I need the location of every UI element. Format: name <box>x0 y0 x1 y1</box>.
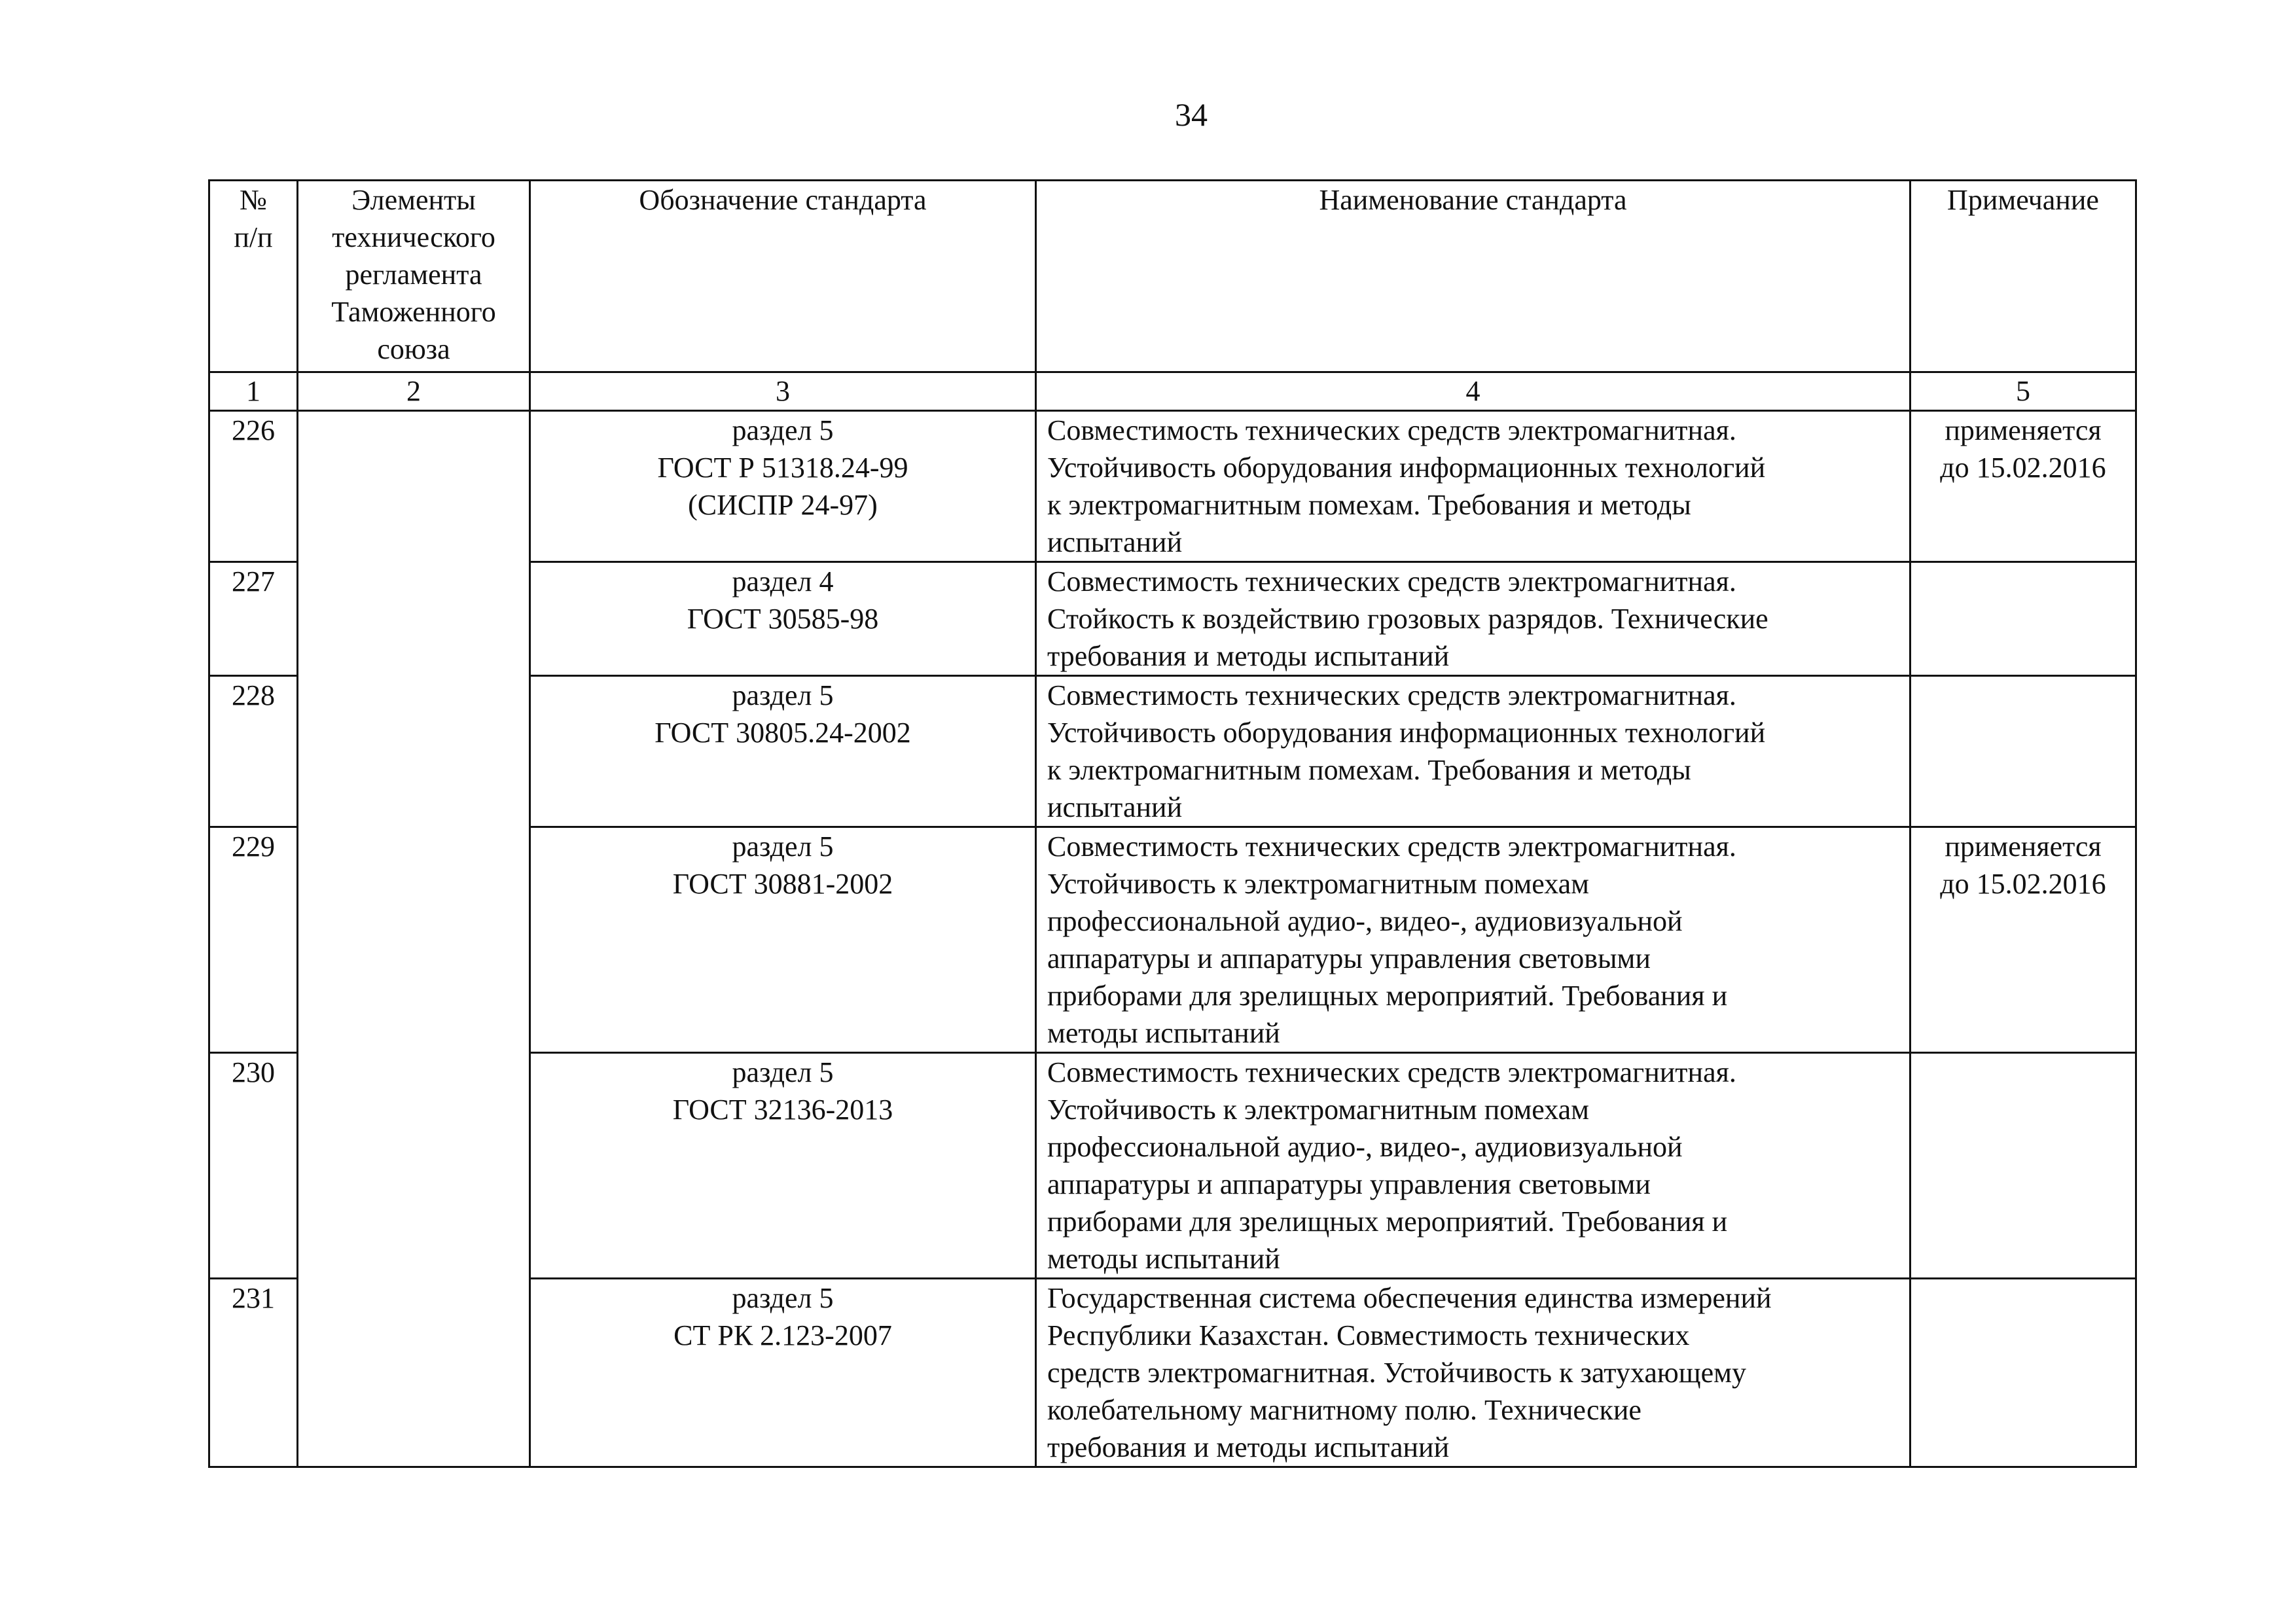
standard-note-line: до 15.02.2016 <box>1940 452 2106 484</box>
standard-name-line: Устойчивость к электромагнитным помехам <box>1047 868 1590 900</box>
column-numbers-row <box>209 372 2136 411</box>
standard-note-line: применяется <box>1945 830 2102 863</box>
standard-name-line: Устойчивость оборудования информационных технологий <box>1047 452 1766 484</box>
standard-note-line: применяется <box>1945 414 2102 446</box>
standard-name-line: средств электромагнитная. Устойчивость к затухающему <box>1047 1357 1746 1389</box>
standard-code-line: ГОСТ Р 51318.24-99 <box>657 452 908 484</box>
header-name: Наименование стандарта <box>1036 181 1910 372</box>
standard-name-line: Устойчивость к электромагнитным помехам <box>1047 1094 1590 1126</box>
standard-code-line: раздел 5 <box>732 1056 834 1088</box>
standard-name-line: Государственная система обеспечения единства измерений <box>1047 1282 1772 1314</box>
header-elements-line: Элементы <box>351 184 476 216</box>
header-elements <box>298 181 530 372</box>
standard-code-line: (СИСПР 24-97) <box>688 489 878 521</box>
column-number: 3 <box>530 372 1036 411</box>
standard-name-line: Совместимость технических средств электромагнитная. <box>1047 679 1736 711</box>
row-number: 227 <box>209 562 298 676</box>
standard-code-line: раздел 5 <box>732 679 834 711</box>
standard-name-line: Совместимость технических средств электромагнитная. <box>1047 830 1736 863</box>
header-num-line: п/п <box>234 221 273 253</box>
standard-code-line: раздел 4 <box>732 565 834 597</box>
row-number: 231 <box>209 1279 298 1467</box>
standard-code <box>530 676 1036 827</box>
header-num <box>209 181 298 372</box>
standard-name <box>1036 411 1910 562</box>
page-number: 34 <box>1175 96 1208 133</box>
standard-name <box>1036 827 1910 1053</box>
standard-name-line: приборами для зрелищных мероприятий. Требования и <box>1047 1205 1728 1238</box>
standard-name <box>1036 562 1910 676</box>
standard-name-line: профессиональной аудио-, видео-, аудиовизуальной <box>1047 1131 1683 1163</box>
column-number: 5 <box>1910 372 2136 411</box>
header-elements-line: регламента <box>345 259 482 291</box>
standard-name <box>1036 1053 1910 1279</box>
standard-code-line: раздел 5 <box>732 830 834 863</box>
standard-name-line: методы испытаний <box>1047 1017 1280 1049</box>
standard-code-line: раздел 5 <box>732 1282 834 1314</box>
standard-name-line: Республики Казахстан. Совместимость технических <box>1047 1319 1690 1351</box>
standard-note-line: до 15.02.2016 <box>1940 868 2106 900</box>
column-number: 1 <box>209 372 298 411</box>
header-elements-line: технического <box>332 221 495 253</box>
standard-name-line: испытаний <box>1047 526 1183 558</box>
standard-note <box>1910 411 2136 562</box>
standard-name-line: приборами для зрелищных мероприятий. Требования и <box>1047 980 1728 1012</box>
table-row <box>209 411 2136 562</box>
standard-code-line: ГОСТ 32136-2013 <box>672 1094 893 1126</box>
standard-note <box>1910 676 2136 827</box>
standard-name <box>1036 676 1910 827</box>
row-number: 228 <box>209 676 298 827</box>
elements-cell <box>298 411 530 1467</box>
standard-code <box>530 1053 1036 1279</box>
table-header-row <box>209 181 2136 372</box>
standard-name <box>1036 1279 1910 1467</box>
standard-note <box>1910 1279 2136 1467</box>
header-note: Примечание <box>1910 181 2136 372</box>
standard-name-line: требования и методы испытаний <box>1047 1431 1450 1463</box>
standard-code-line: раздел 5 <box>732 414 834 446</box>
standard-code-line: ГОСТ 30805.24-2002 <box>655 717 911 749</box>
standard-name-line: колебательному магнитному полю. Технические <box>1047 1394 1641 1426</box>
standard-code-line: ГОСТ 30585-98 <box>687 603 879 635</box>
standard-code <box>530 562 1036 676</box>
standard-name-line: Стойкость к воздействию грозовых разрядов. Технические <box>1047 603 1768 635</box>
column-number: 2 <box>298 372 530 411</box>
standard-name-line: аппаратуры и аппаратуры управления световыми <box>1047 1168 1651 1200</box>
header-elements-line: Таможенного <box>331 296 496 328</box>
row-number: 226 <box>209 411 298 562</box>
standard-code <box>530 1279 1036 1467</box>
standard-name-line: Совместимость технических средств электромагнитная. <box>1047 414 1736 446</box>
standard-name-line: к электромагнитным помехам. Требования и методы <box>1047 489 1691 521</box>
standard-note <box>1910 562 2136 676</box>
standard-code <box>530 411 1036 562</box>
header-elements-line: союза <box>377 333 450 365</box>
header-code: Обозначение стандарта <box>530 181 1036 372</box>
standard-name-line: Совместимость технических средств электромагнитная. <box>1047 565 1736 597</box>
header-num-line: № <box>240 184 267 216</box>
row-number: 230 <box>209 1053 298 1279</box>
standard-code <box>530 827 1036 1053</box>
standard-name-line: Совместимость технических средств электромагнитная. <box>1047 1056 1736 1088</box>
standard-name-line: Устойчивость оборудования информационных технологий <box>1047 717 1766 749</box>
standard-code-line: ГОСТ 30881-2002 <box>672 868 893 900</box>
standard-name-line: методы испытаний <box>1047 1243 1280 1275</box>
row-number: 229 <box>209 827 298 1053</box>
standards-table <box>208 179 2137 1468</box>
standard-name-line: испытаний <box>1047 791 1183 823</box>
standard-note <box>1910 827 2136 1053</box>
standard-code-line: СТ РК 2.123-2007 <box>673 1319 892 1351</box>
standard-name-line: к электромагнитным помехам. Требования и методы <box>1047 754 1691 786</box>
standard-name-line: требования и методы испытаний <box>1047 640 1450 672</box>
standard-note <box>1910 1053 2136 1279</box>
column-number: 4 <box>1036 372 1910 411</box>
standard-name-line: аппаратуры и аппаратуры управления световыми <box>1047 942 1651 974</box>
standard-name-line: профессиональной аудио-, видео-, аудиовизуальной <box>1047 905 1683 937</box>
